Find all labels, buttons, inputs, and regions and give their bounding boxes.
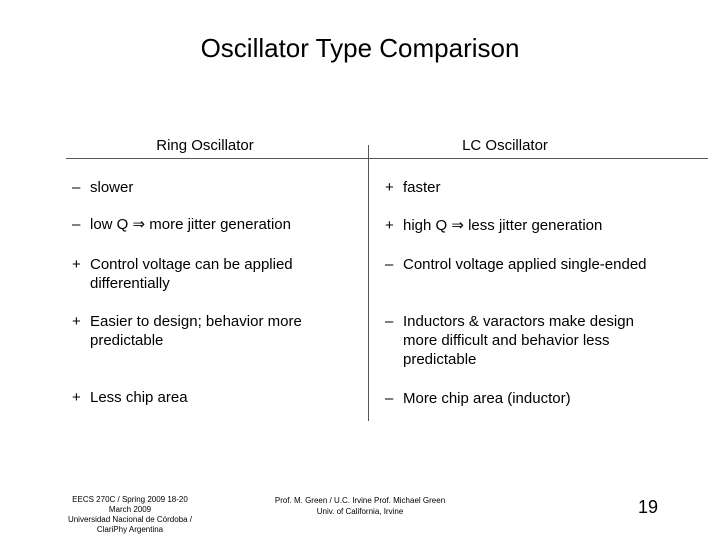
footer-author	[270, 495, 450, 517]
header-divider	[66, 158, 708, 159]
item-text: faster	[403, 179, 441, 196]
lc-item-inductors	[385, 312, 634, 369]
plus-sign: +	[385, 179, 394, 196]
item-text-continued: differentially	[90, 275, 170, 292]
ring-item-jitter	[72, 215, 291, 234]
footer-line: ClariPhy Argentina	[96, 525, 164, 534]
lc-item-jitter	[385, 216, 602, 235]
column-divider	[368, 145, 369, 421]
column-header-lc: LC Oscillator	[462, 137, 548, 154]
slide-title: Oscillator Type Comparison	[200, 33, 520, 63]
plus-sign: +	[72, 313, 81, 330]
item-text: low Q ⇒ more jitter generation	[90, 216, 291, 233]
item-text: Control voltage applied single-ended	[403, 256, 647, 273]
minus-sign: –	[72, 179, 81, 196]
item-text-continued: predictable	[90, 332, 164, 349]
footer-course-info	[60, 495, 200, 535]
ring-item-easier-design	[72, 312, 302, 350]
ring-item-slower	[72, 178, 133, 197]
minus-sign: –	[72, 216, 81, 233]
item-text: Inductors & varactors make design	[403, 313, 634, 330]
plus-sign: +	[72, 389, 81, 406]
lc-item-control-voltage	[385, 255, 647, 274]
item-text-continued: predictable	[403, 351, 477, 368]
footer-line: EECS 270C / Spring 2009 18-20	[72, 495, 188, 504]
column-header-ring: Ring Oscillator	[156, 137, 254, 154]
footer-line: Univ. of California, Irvine	[316, 507, 404, 516]
lc-item-chip-area	[385, 389, 571, 408]
minus-sign: –	[385, 313, 394, 330]
lc-item-faster	[385, 178, 441, 197]
minus-sign: –	[385, 390, 394, 407]
item-text: More chip area (inductor)	[403, 390, 571, 407]
plus-sign: +	[385, 217, 394, 234]
page-number: 19	[637, 497, 659, 517]
item-text: Control voltage can be applied	[90, 256, 293, 273]
ring-item-control-voltage	[72, 255, 293, 293]
item-text: Less chip area	[90, 389, 188, 406]
item-text-continued: more difficult and behavior less	[403, 332, 610, 349]
item-text: high Q ⇒ less jitter generation	[403, 217, 603, 234]
plus-sign: +	[72, 256, 81, 273]
item-text: slower	[90, 179, 134, 196]
item-text: Easier to design; behavior more	[90, 313, 302, 330]
footer-line: Prof. M. Green / U.C. Irvine Prof. Michael Green	[274, 496, 446, 505]
footer-line: Universidad Nacional de Córdoba /	[67, 515, 193, 524]
minus-sign: –	[385, 256, 394, 273]
footer-line: March 2009	[108, 505, 152, 514]
ring-item-chip-area	[72, 388, 188, 407]
